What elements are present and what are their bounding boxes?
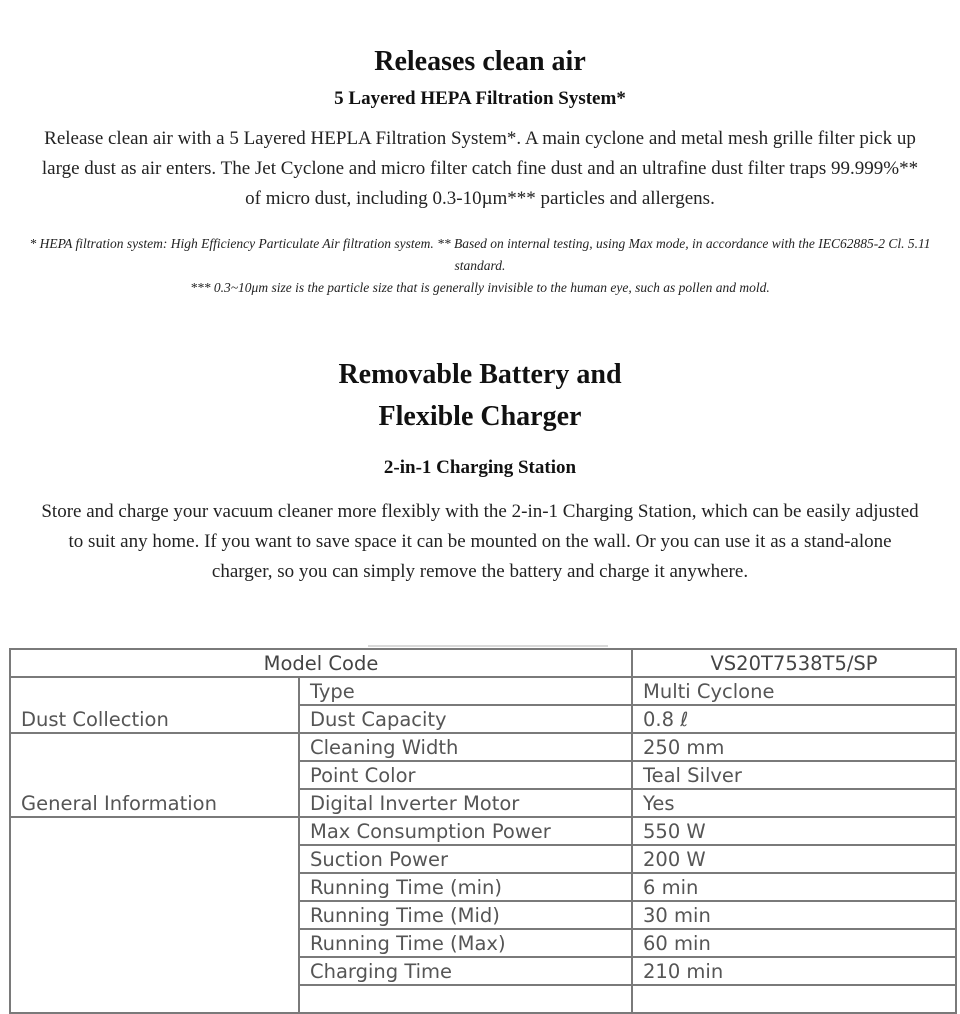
spec-label [299,985,632,1013]
spec-value: Multi Cyclone [632,677,956,705]
category-dust-collection: Dust Collection [10,677,299,733]
spec-value: 200 W [632,845,956,873]
section-divider [368,645,608,647]
section-title-clean-air: Releases clean air [374,46,586,77]
spec-label: Running Time (Max) [299,929,632,957]
spec-label: Digital Inverter Motor [299,789,632,817]
section-subtitle-hepa: 5 Layered HEPA Filtration System* [334,88,626,109]
spec-label: Suction Power [299,845,632,873]
spec-value: 210 min [632,957,956,985]
spec-table [9,648,957,1014]
spec-label: Running Time (Mid) [299,901,632,929]
category-empty [10,817,299,1013]
section-title-battery-line1: Removable Battery and [338,359,622,390]
section-body-battery: Store and charge your vacuum cleaner more flexibly with the 2-in-1 Charging Station, which can be easily adjusted to suit any home. If you want to save space it can be mounted on the wall. Or you can use it as a stand-alone charger, so you can simply remove the battery and charge it anywhere. [41,501,919,582]
model-code-value: VS20T7538T5/SP [632,649,956,677]
spec-value: 550 W [632,817,956,845]
spec-label: Charging Time [299,957,632,985]
spec-label: Max Consumption Power [299,817,632,845]
spec-value [632,985,956,1013]
spec-value: 0.8 ℓ [632,705,956,733]
spec-value: Teal Silver [632,761,956,789]
spec-label: Type [299,677,632,705]
spec-label: Running Time (min) [299,873,632,901]
section-title-battery-line2: Flexible Charger [378,401,582,432]
section-body-clean-air: Release clean air with a 5 Layered HEPLA Filtration System*. A main cyclone and metal mesh grille filter pick up large dust as air enters. The Jet Cyclone and micro filter catch fine dust and an ultrafine dust filter traps 99.999%** of micro dust, including 0.3-10µm*** particles and allergens. [41,128,919,209]
spec-label: Point Color [299,761,632,789]
spec-label: Cleaning Width [299,733,632,761]
category-general-information: General Information [10,733,299,817]
table-row [10,677,956,705]
table-row [10,817,956,845]
spec-value: 30 min [632,901,956,929]
spec-label: Dust Capacity [299,705,632,733]
table-header-row [10,649,956,677]
spec-value: 60 min [632,929,956,957]
spec-value: 6 min [632,873,956,901]
footnote-particle-size: *** 0.3~10μm size is the particle size that is generally invisible to the human eye, such as pollen and mold. [190,280,770,295]
footnote-hepa: * HEPA filtration system: High Efficiency Particulate Air filtration system. ** Based on internal testing, using Max mode, in accordance with the IEC62885-2 Cl. 5.11 standard. [29,236,931,273]
section-subtitle-charging-station: 2-in-1 Charging Station [383,457,577,478]
model-code-label: Model Code [10,649,632,677]
table-row [10,733,956,761]
spec-value: Yes [632,789,956,817]
spec-value: 250 mm [632,733,956,761]
